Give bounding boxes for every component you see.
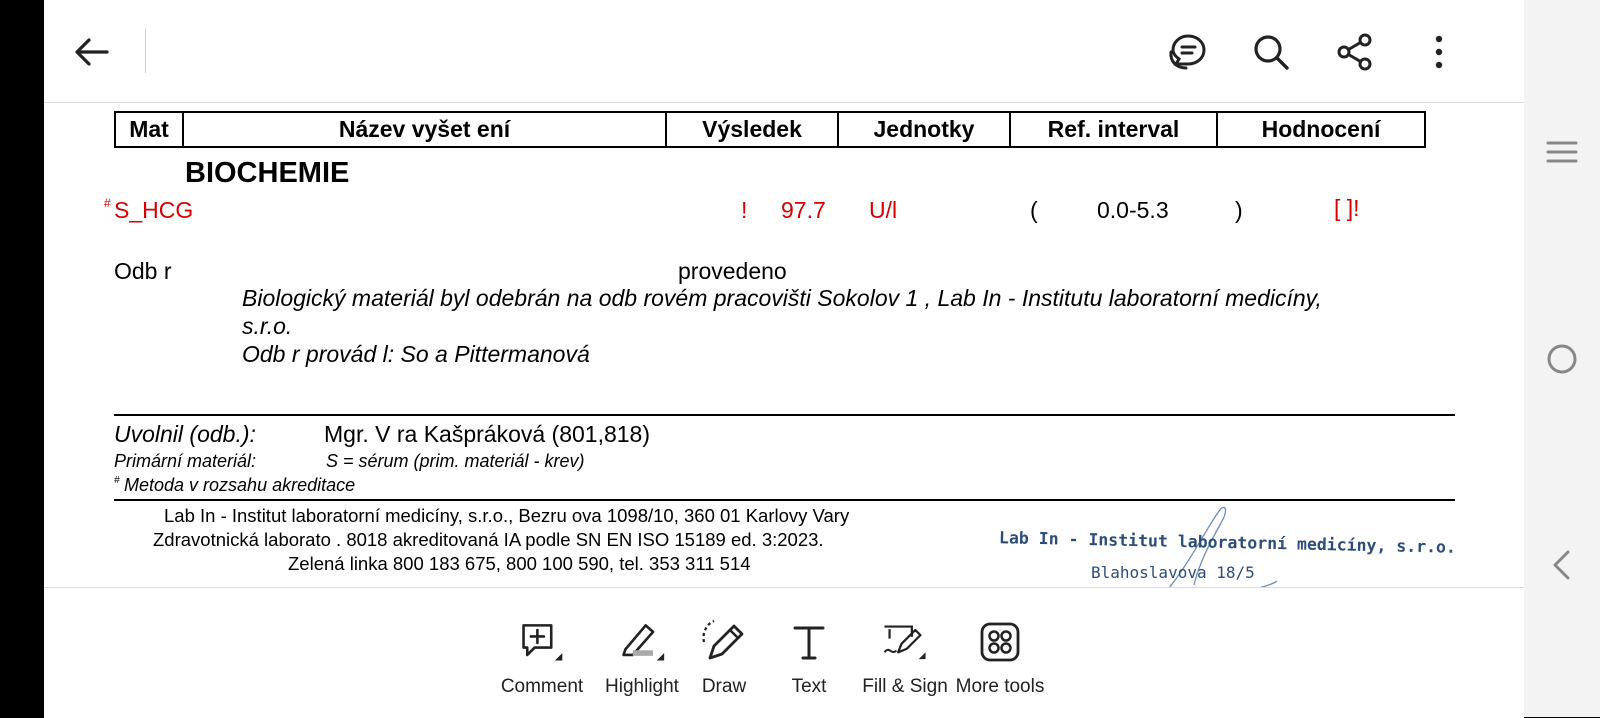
stamp-line-1: Lab In - Institut laboratorní medicíny, s.r.o.: [998, 528, 1457, 557]
footer-line-2: Zdravotnická laborato . 8018 akreditovaná IA podle SN EN ISO 15189 ed. 3:2023.: [153, 529, 824, 550]
collection-note-line-1: Biologický materiál byl odebrán na odb rovém pracovišti Sokolov 1 , Lab In - Institutu laboratorní medicíny,: [242, 285, 1322, 311]
comment-add-icon: [518, 618, 566, 666]
released-label: Uvolnil (odb.):: [114, 421, 256, 447]
home-icon: [1544, 341, 1580, 377]
collection-status: provedeno: [678, 258, 787, 284]
footer-line-1: Lab In - Institut laboratorní medicíny, s.r.o., Bezru ova 1098/10, 360 01 Karlovy Vary: [164, 505, 850, 526]
tool-more-tools[interactable]: [954, 618, 1046, 698]
divider-rule: [114, 414, 1455, 416]
pdf-viewer: [44, 0, 1524, 717]
tool-comment[interactable]: [494, 618, 590, 698]
header-test-name: Název vyšet ení: [183, 112, 666, 147]
collection-label: Odb r: [114, 258, 172, 284]
tool-fill-sign[interactable]: [862, 618, 948, 698]
header-units: Jednotky: [838, 112, 1010, 147]
toolbar-divider: [145, 29, 146, 73]
home-button[interactable]: [1540, 337, 1584, 381]
ref-close-paren: ): [1235, 197, 1243, 223]
footer-line-3: Zelená linka 800 183 675, 800 100 590, tel. 353 311 514: [288, 553, 751, 574]
tool-label: Draw: [701, 676, 747, 697]
divider-rule: [114, 499, 1455, 501]
result-unit: U/l: [869, 197, 898, 223]
accreditation-note: Metoda v rozsahu akreditace: [124, 475, 356, 495]
search-button[interactable]: [1249, 30, 1293, 74]
results-header-table: [114, 111, 1426, 148]
result-evaluation: [ ]!: [1334, 195, 1360, 221]
share-button[interactable]: [1333, 30, 1377, 74]
arrow-left-icon: [72, 32, 112, 72]
back-chevron-icon: [1544, 547, 1580, 583]
comments-icon: [1167, 31, 1209, 73]
ref-open-paren: (: [1030, 197, 1038, 223]
released-by: Mgr. V ra Kašpráková (801,818): [324, 421, 650, 447]
top-toolbar: [44, 0, 1524, 103]
header-evaluation: Hodnocení: [1217, 112, 1425, 147]
more-vertical-icon: [1419, 32, 1459, 72]
back-button[interactable]: [70, 30, 114, 74]
header-mat: Mat: [115, 112, 183, 147]
tool-text[interactable]: [785, 618, 833, 698]
result-flag: !: [741, 197, 748, 223]
result-value: 97.7: [781, 197, 826, 223]
fill-sign-icon: [881, 618, 929, 666]
header-result: Výsledek: [666, 112, 838, 147]
search-icon: [1251, 32, 1291, 72]
tool-label: Highlight: [605, 676, 679, 697]
tool-label: More tools: [955, 676, 1045, 697]
pen-draw-icon: [700, 618, 748, 666]
collection-note-line-2: s.r.o.: [242, 313, 293, 339]
tool-label: Comment: [500, 676, 584, 697]
collection-note-line-3: Odb r provád l: So a Pittermanová: [242, 341, 590, 367]
primary-material-label: Primární materiál:: [114, 451, 257, 471]
accreditation-note-mark: #: [114, 475, 120, 486]
header-ref-interval: Ref. interval: [1010, 112, 1217, 147]
text-tool-icon: [787, 620, 831, 664]
bottom-tools-bar: [44, 587, 1524, 718]
comments-button[interactable]: [1166, 30, 1210, 74]
grid-apps-icon: [978, 620, 1022, 664]
system-back-button[interactable]: [1540, 543, 1584, 587]
stamp-line-2: Blahoslavova 18/5: [1091, 563, 1255, 582]
tool-label: Fill & Sign: [862, 676, 948, 697]
tool-draw[interactable]: [694, 618, 754, 698]
result-name: S_HCG: [114, 197, 194, 223]
highlighter-icon: [618, 618, 666, 666]
tool-label: Text: [791, 676, 827, 697]
tool-highlight[interactable]: [592, 618, 692, 698]
more-button[interactable]: [1417, 30, 1461, 74]
accreditation-mark: #: [104, 196, 111, 210]
system-nav-bar: [1524, 0, 1600, 717]
recents-icon: [1544, 134, 1580, 170]
document-page[interactable]: [44, 103, 1524, 587]
recents-button[interactable]: [1540, 130, 1584, 174]
share-icon: [1334, 31, 1376, 73]
lab-stamp: [998, 523, 1457, 587]
primary-material-value: S = sérum (prim. materiál - krev): [326, 451, 585, 471]
section-title: BIOCHEMIE: [185, 157, 350, 189]
ref-range: 0.0-5.3: [1097, 197, 1169, 223]
